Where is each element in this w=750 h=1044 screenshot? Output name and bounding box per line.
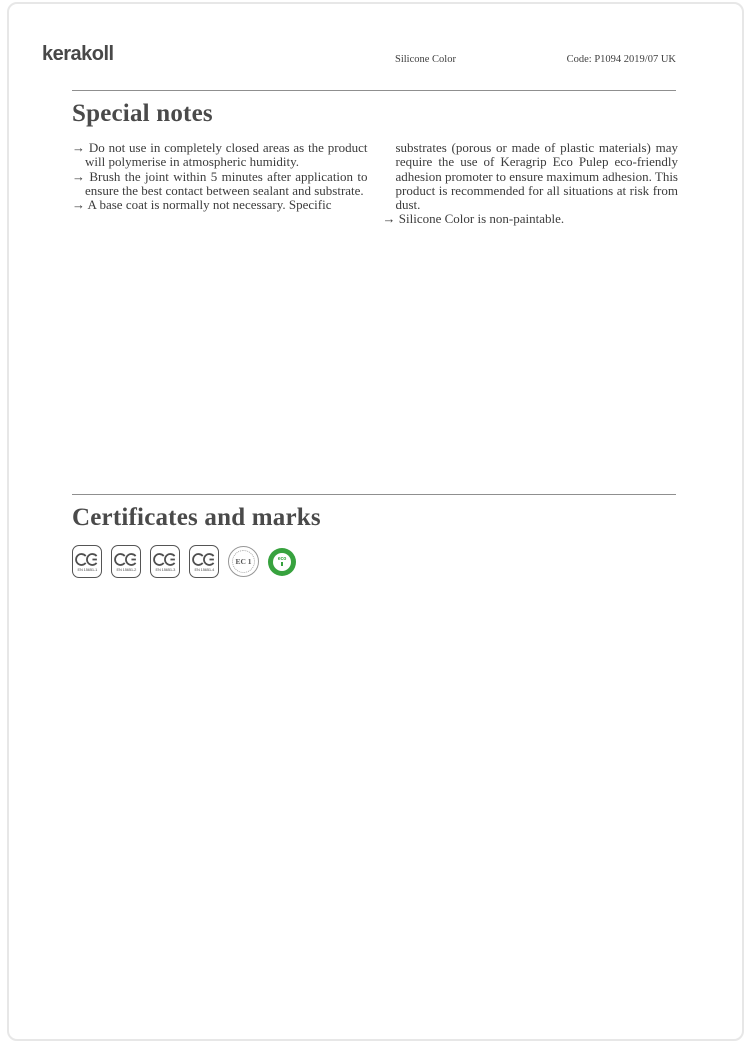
ce-standard-label: EN 15651-2 [116, 567, 136, 572]
ce-mark-icon [72, 545, 102, 578]
ce-glyph-icon [153, 552, 177, 567]
arrow-bullet-icon: → [72, 140, 85, 155]
ce-standard-label: EN 15651-3 [155, 567, 175, 572]
notes-column-left [72, 141, 368, 227]
certificates-section [72, 504, 678, 578]
kerakoll-logo: kerakoll [42, 43, 114, 65]
note-item [72, 198, 368, 212]
ce-mark-icon [189, 545, 219, 578]
notes-column-right [383, 141, 679, 227]
ce-glyph-icon [114, 552, 138, 567]
product-name: Silicone Color [395, 54, 456, 65]
note-text: substrates (porous or made of plastic materials) may require the use of Keragrip Eco Pulep eco-friendly adhesion promoter to ensure maximum adhesion. This product is recommended for all situations at risk from dust. [395, 140, 678, 213]
note-text: Do not use in completely closed areas as the product will polymerise in atmospheric humidity. [85, 140, 368, 170]
arrow-bullet-icon: → [382, 211, 396, 227]
note-text: Brush the joint within 5 minutes after application to ensure the best contact between sealant and substrate. [85, 168, 368, 198]
arrow-bullet-icon: → [72, 197, 85, 213]
ce-glyph-icon [192, 552, 216, 567]
note-text: A base coat is normally not necessary. Specific [87, 197, 332, 213]
arrow-bullet-icon: → [72, 168, 85, 184]
note-item [72, 141, 368, 170]
special-notes-heading: Special notes [72, 100, 213, 127]
note-text: Silicone Color is non-paintable. [398, 211, 565, 227]
ce-glyph-icon [75, 552, 99, 567]
eco-mark-center [273, 553, 291, 571]
eco-mark-icon [268, 548, 296, 576]
notes-columns [72, 141, 678, 227]
emicode-ec1-mark-icon [228, 546, 259, 577]
ce-mark-icon [150, 545, 180, 578]
note-item [383, 212, 679, 226]
eco-label: eco [277, 555, 287, 562]
document-code: Code: P1094 2019/07 UK [566, 54, 676, 65]
certification-marks-row [72, 545, 678, 578]
certificates-divider [72, 494, 676, 495]
ce-standard-label: EN 15651-1 [77, 567, 97, 572]
ec1-label: EC 1 [235, 557, 252, 566]
certificates-heading: Certificates and marks [72, 504, 321, 531]
ce-mark-icon [111, 545, 141, 578]
eco-stem-glyph [281, 562, 283, 566]
header-divider [72, 90, 676, 91]
note-item [72, 170, 368, 199]
special-notes-section [72, 100, 678, 227]
ce-standard-label: EN 15651-4 [194, 567, 214, 572]
note-continuation [383, 141, 679, 212]
